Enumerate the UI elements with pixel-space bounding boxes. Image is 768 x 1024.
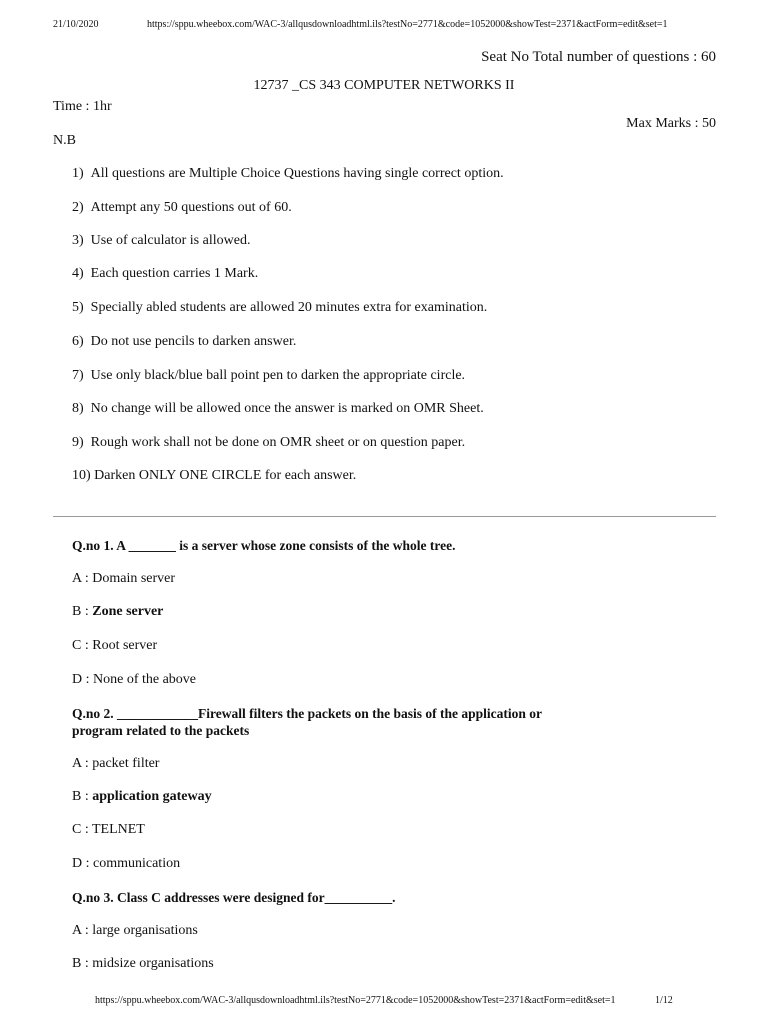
option-text: Domain server [92,571,176,586]
option-key: B : [72,789,89,804]
max-marks: Max Marks : 50 [626,116,716,131]
instruction-number: 6) [72,334,84,349]
instruction-text: Specially abled students are allowed 20 minutes extra for examination. [90,300,488,315]
option-text: midsize organisations [92,956,214,971]
question-2-option-a [72,756,159,772]
nb-label: N.B [53,133,76,148]
option-text: communication [93,856,181,871]
instruction-text: Attempt any 50 questions out of 60. [90,200,292,215]
instruction-number: 8) [72,401,84,416]
question-3-option-a [72,923,198,939]
instruction-number: 7) [72,368,84,383]
instruction-item [72,266,258,282]
question-1-option-d [72,672,196,688]
instruction-number: 10) [72,468,91,483]
question-2-option-c [72,822,145,838]
instruction-number: 2) [72,200,84,215]
question-1-option-b [72,604,163,620]
instruction-number: 9) [72,435,84,450]
print-url: https://sppu.wheebox.com/WAC-3/allqusdownloadhtml.ils?testNo=2771&code=1052000&showTest=2371&actForm=edit&set=1 [147,19,668,30]
instruction-number: 4) [72,266,84,281]
option-key: B : [72,604,89,619]
question-2-text-continued: program related to the packets [72,723,250,738]
instruction-item [72,200,292,216]
option-text: Root server [92,638,158,653]
question-1-option-a [72,571,175,587]
instruction-item [72,233,250,249]
option-key: A : [72,756,89,771]
instruction-text: Use only black/blue ball point pen to darken the appropriate circle. [90,368,466,383]
instruction-item [72,468,356,484]
instruction-item [72,334,296,350]
seat-number-line: Seat No Total number of questions : 60 [481,49,716,65]
question-2-option-b [72,789,212,805]
option-text: packet filter [92,756,160,771]
instruction-item [72,435,465,451]
instruction-text: Do not use pencils to darken answer. [90,334,297,349]
instruction-number: 5) [72,300,84,315]
option-key: C : [72,822,89,837]
option-key: D : [72,856,90,871]
instruction-item [72,401,484,417]
footer-url: https://sppu.wheebox.com/WAC-3/allqusdownloadhtml.ils?testNo=2771&code=1052000&showTest=2371&actForm=edit&set=1 [95,995,616,1006]
instruction-text: No change will be allowed once the answer is marked on OMR Sheet. [90,401,484,416]
question-2-option-d [72,856,180,872]
option-key: A : [72,923,89,938]
option-key: A : [72,571,89,586]
page-number: 1/12 [655,995,673,1006]
instruction-text: Use of calculator is allowed. [90,233,251,248]
option-text: Zone server [92,604,164,619]
option-text: large organisations [92,923,198,938]
instruction-text: Rough work shall not be done on OMR sheet or on question paper. [90,435,466,450]
instruction-number: 1) [72,166,84,181]
section-divider [53,516,716,517]
question-3-option-b [72,956,214,972]
option-key: B : [72,956,89,971]
exam-time: Time : 1hr [53,99,112,114]
question-3-text: Q.no 3. Class C addresses were designed for__________. [72,890,396,905]
option-key: D : [72,672,90,687]
option-text: None of the above [93,672,197,687]
option-text: application gateway [92,789,212,804]
instruction-text: All questions are Multiple Choice Questions having single correct option. [90,166,504,181]
instruction-text: Each question carries 1 Mark. [90,266,259,281]
instruction-item [72,300,487,316]
question-1-option-c [72,638,157,654]
instruction-number: 3) [72,233,84,248]
question-2-text: Q.no 2. ____________Firewall filters the packets on the basis of the application or [72,706,542,721]
option-text: TELNET [91,822,145,837]
instruction-item [72,166,504,182]
instruction-item [72,368,465,384]
print-date: 21/10/2020 [53,19,99,30]
question-1-text: Q.no 1. A _______ is a server whose zone consists of the whole tree. [72,538,456,553]
option-key: C : [72,638,89,653]
instruction-text: Darken ONLY ONE CIRCLE for each answer. [94,468,357,483]
exam-title: 12737 _CS 343 COMPUTER NETWORKS II [253,78,515,93]
